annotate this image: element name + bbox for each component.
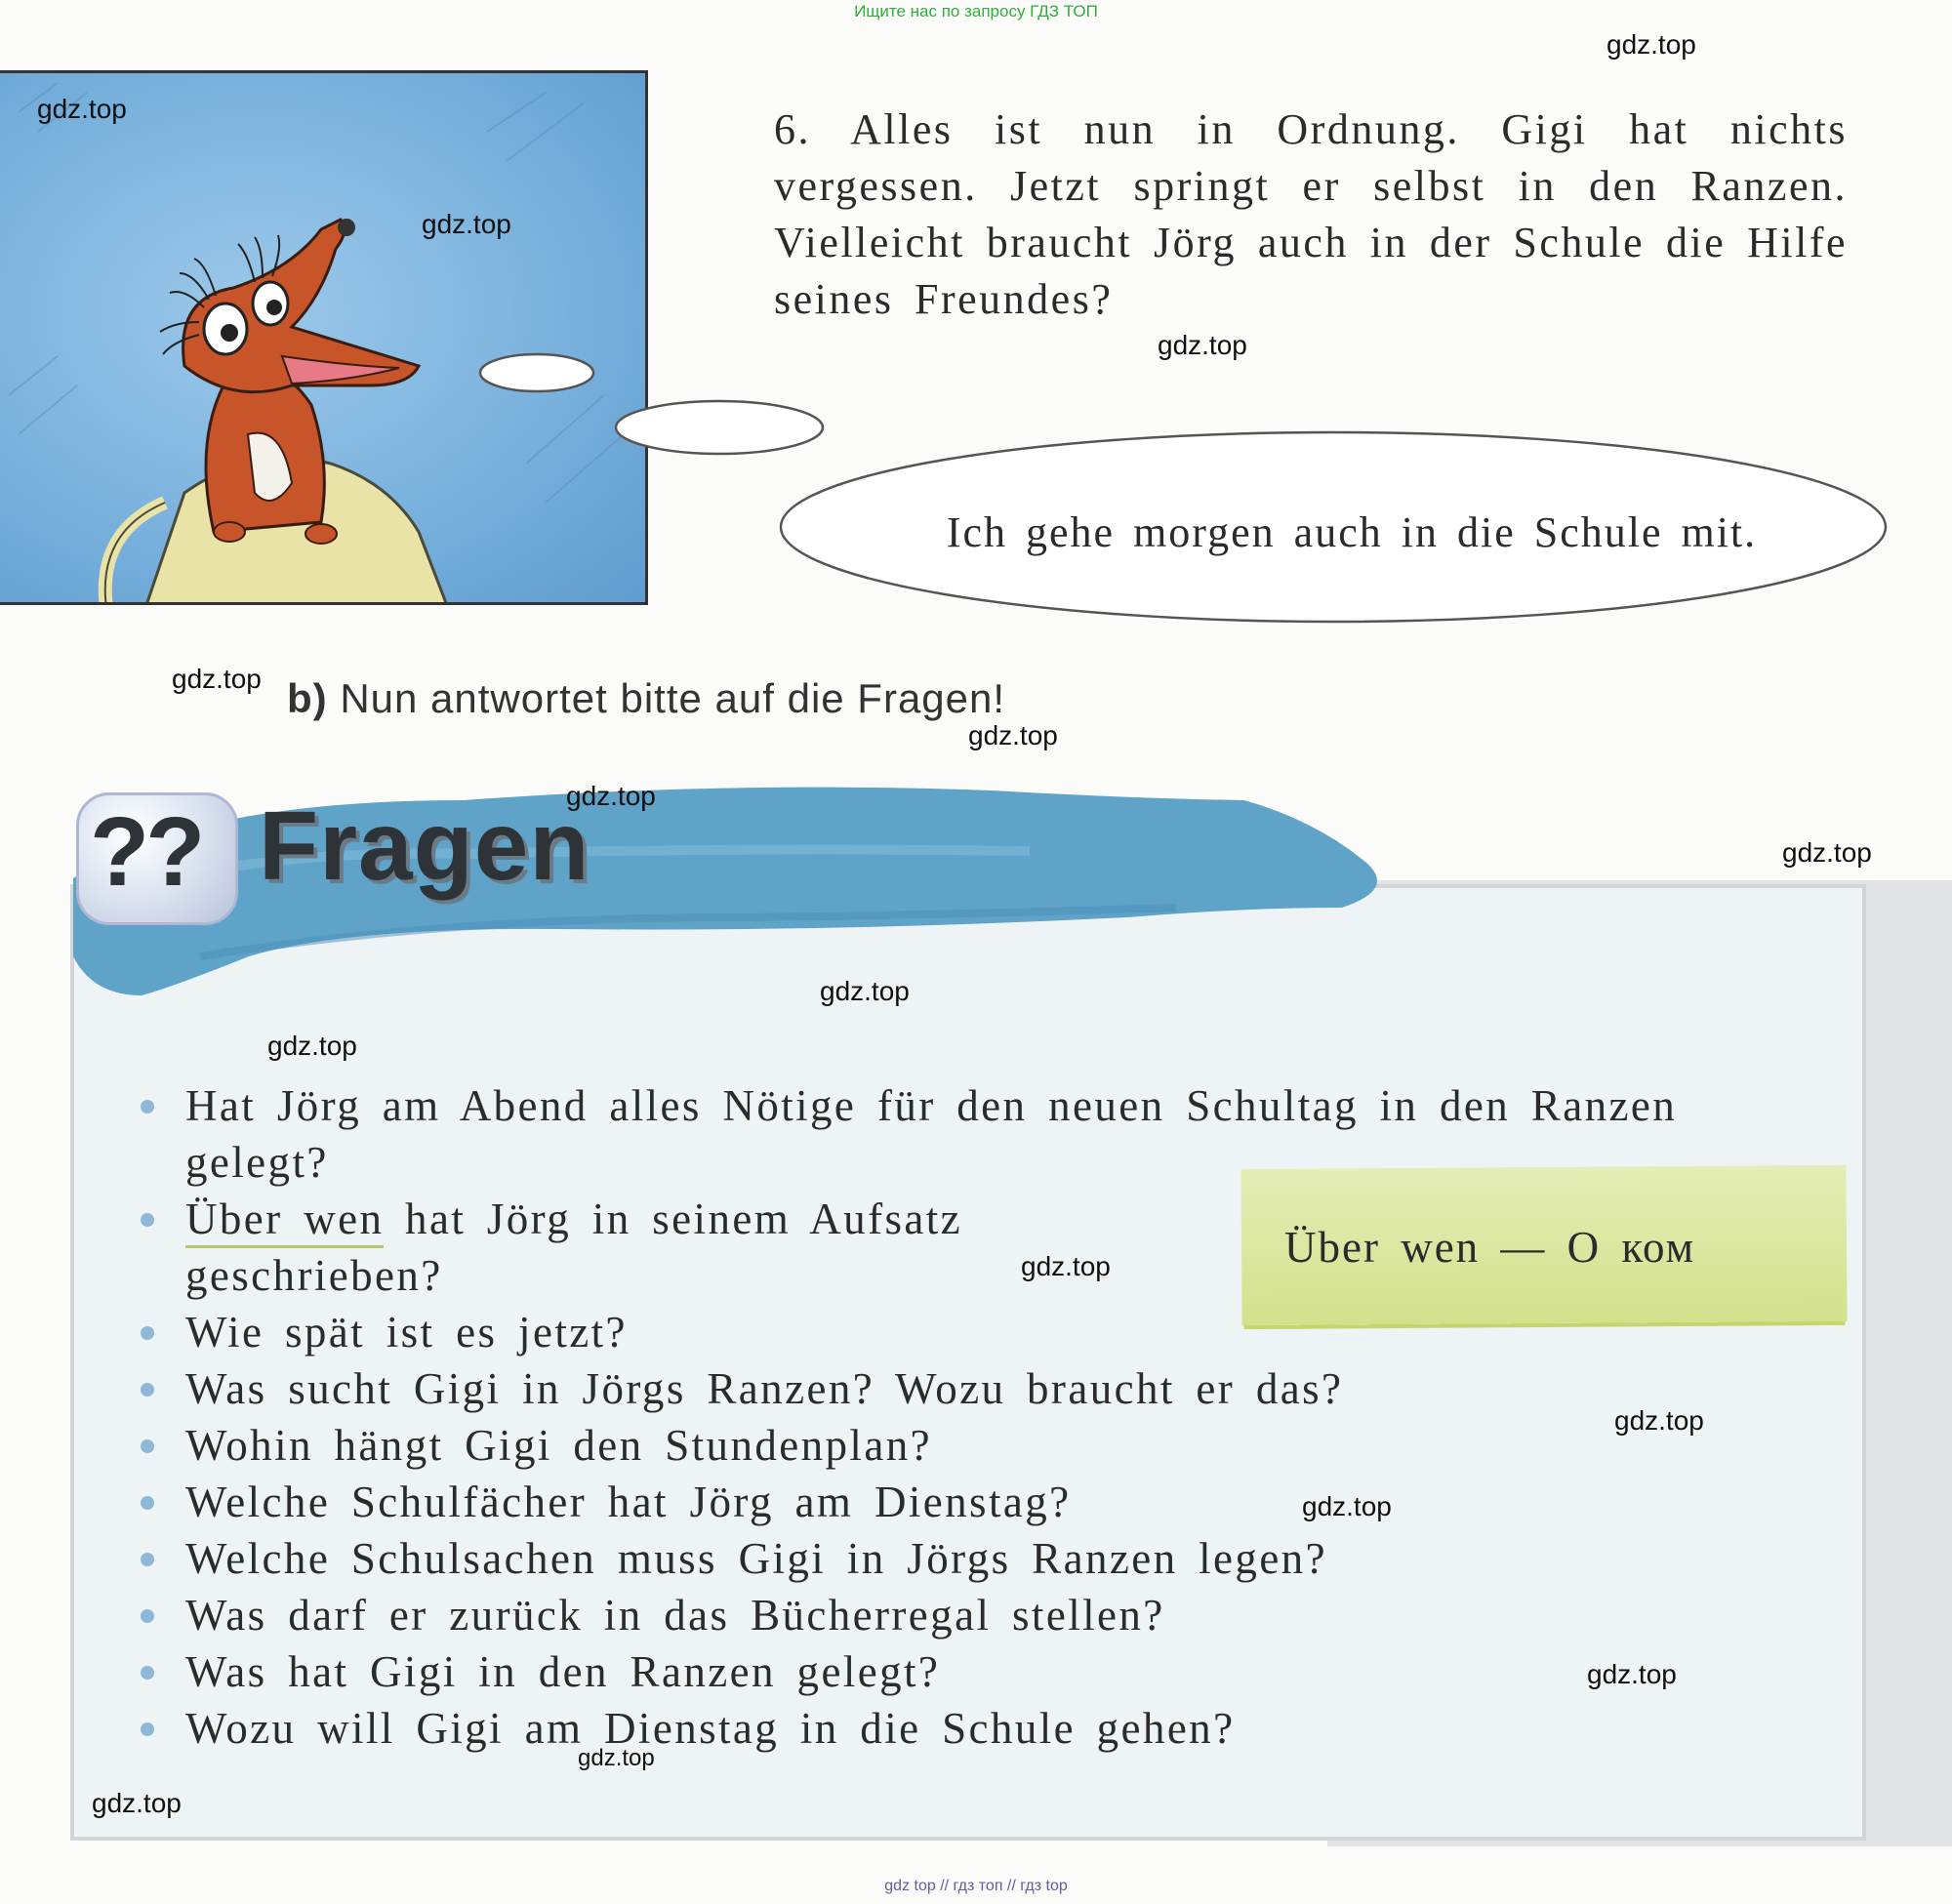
watermark: gdz.top <box>1614 1405 1704 1436</box>
section-title: Fragen <box>259 791 590 901</box>
watermark: gdz.top <box>566 781 656 811</box>
watermark: gdz.top <box>578 1745 655 1771</box>
top-banner[interactable]: Ищите нас по запросу ГДЗ ТОП <box>854 2 1098 20</box>
question-item: Über wen hat Jörg in seinem Aufsatz geschrieben? <box>137 1191 1200 1304</box>
watermark: gdz.top <box>172 664 262 694</box>
bullet-icon <box>141 1722 154 1736</box>
watermark: gdz.top <box>968 720 1058 750</box>
watermark: gdz.top <box>1606 29 1696 60</box>
speech-bubble <box>468 342 1913 644</box>
watermark: gdz.top <box>422 209 511 239</box>
task-instruction <box>287 675 1005 722</box>
question-item: Was darf er zurück in das Bücherregal stellen? <box>137 1587 1815 1643</box>
watermark: gdz.top <box>37 94 127 124</box>
bullet-icon <box>141 1609 154 1623</box>
hint-text: Über wen — О ком <box>1284 1223 1696 1272</box>
watermark: gdz.top <box>1302 1491 1392 1521</box>
bullet-icon <box>141 1100 154 1114</box>
bottom-banner[interactable]: gdz top // гдз топ // гдз top <box>884 1878 1068 1894</box>
bullet-icon <box>141 1666 154 1680</box>
bullet-icon <box>141 1213 154 1227</box>
story-paragraph: 6. Alles ist nun in Ordnung. Gigi hat nichts vergessen. Jetzt springt er selbst in den Ranzen. Vielleicht braucht Jörg auch in der Schule die Hilfe seines Freundes? <box>774 105 1848 323</box>
task-text: Nun antwortet bitte auf die Fragen! <box>340 675 1006 721</box>
bullet-icon <box>141 1383 154 1397</box>
watermark: gdz.top <box>92 1788 182 1818</box>
question-item: Hat Jörg am Abend alles Nötige für den neuen Schultag in den Ranzen gelegt? <box>137 1077 1815 1191</box>
question-item: Was sucht Gigi in Jörgs Ranzen? Wozu braucht er das? <box>137 1360 1815 1417</box>
watermark: gdz.top <box>820 976 910 1006</box>
task-letter: b) <box>287 675 328 721</box>
question-item: Welche Schulsachen muss Gigi in Jörgs Ranzen legen? <box>137 1530 1815 1587</box>
question-item: Wohin hängt Gigi den Stundenplan? <box>137 1417 1815 1474</box>
watermark: gdz.top <box>1782 837 1872 868</box>
brush-banner <box>54 761 1401 1015</box>
watermark: gdz.top <box>267 1031 357 1061</box>
question-item: Was hat Gigi in den Ranzen gelegt? <box>137 1643 1815 1700</box>
question-item: Wozu will Gigi am Dienstag in die Schule gehen? <box>137 1700 1815 1757</box>
watermark: gdz.top <box>1587 1659 1677 1689</box>
bullet-icon <box>141 1496 154 1510</box>
bullet-icon <box>141 1326 154 1340</box>
watermark: gdz.top <box>1158 330 1247 360</box>
bullet-icon <box>141 1439 154 1453</box>
watermark: gdz.top <box>1021 1251 1111 1281</box>
question-item: Welche Schulfächer hat Jörg am Dienstag? <box>137 1474 1815 1530</box>
highlighted-phrase: Über wen <box>185 1195 384 1248</box>
speech-bubble-text: Ich gehe morgen auch in die Schule mit. <box>946 508 1758 556</box>
bullet-icon <box>141 1553 154 1566</box>
question-item: Wie spät ist es jetzt? <box>137 1304 1815 1360</box>
question-badge-text: ?? <box>90 797 202 907</box>
questions-list <box>137 1077 1815 1757</box>
